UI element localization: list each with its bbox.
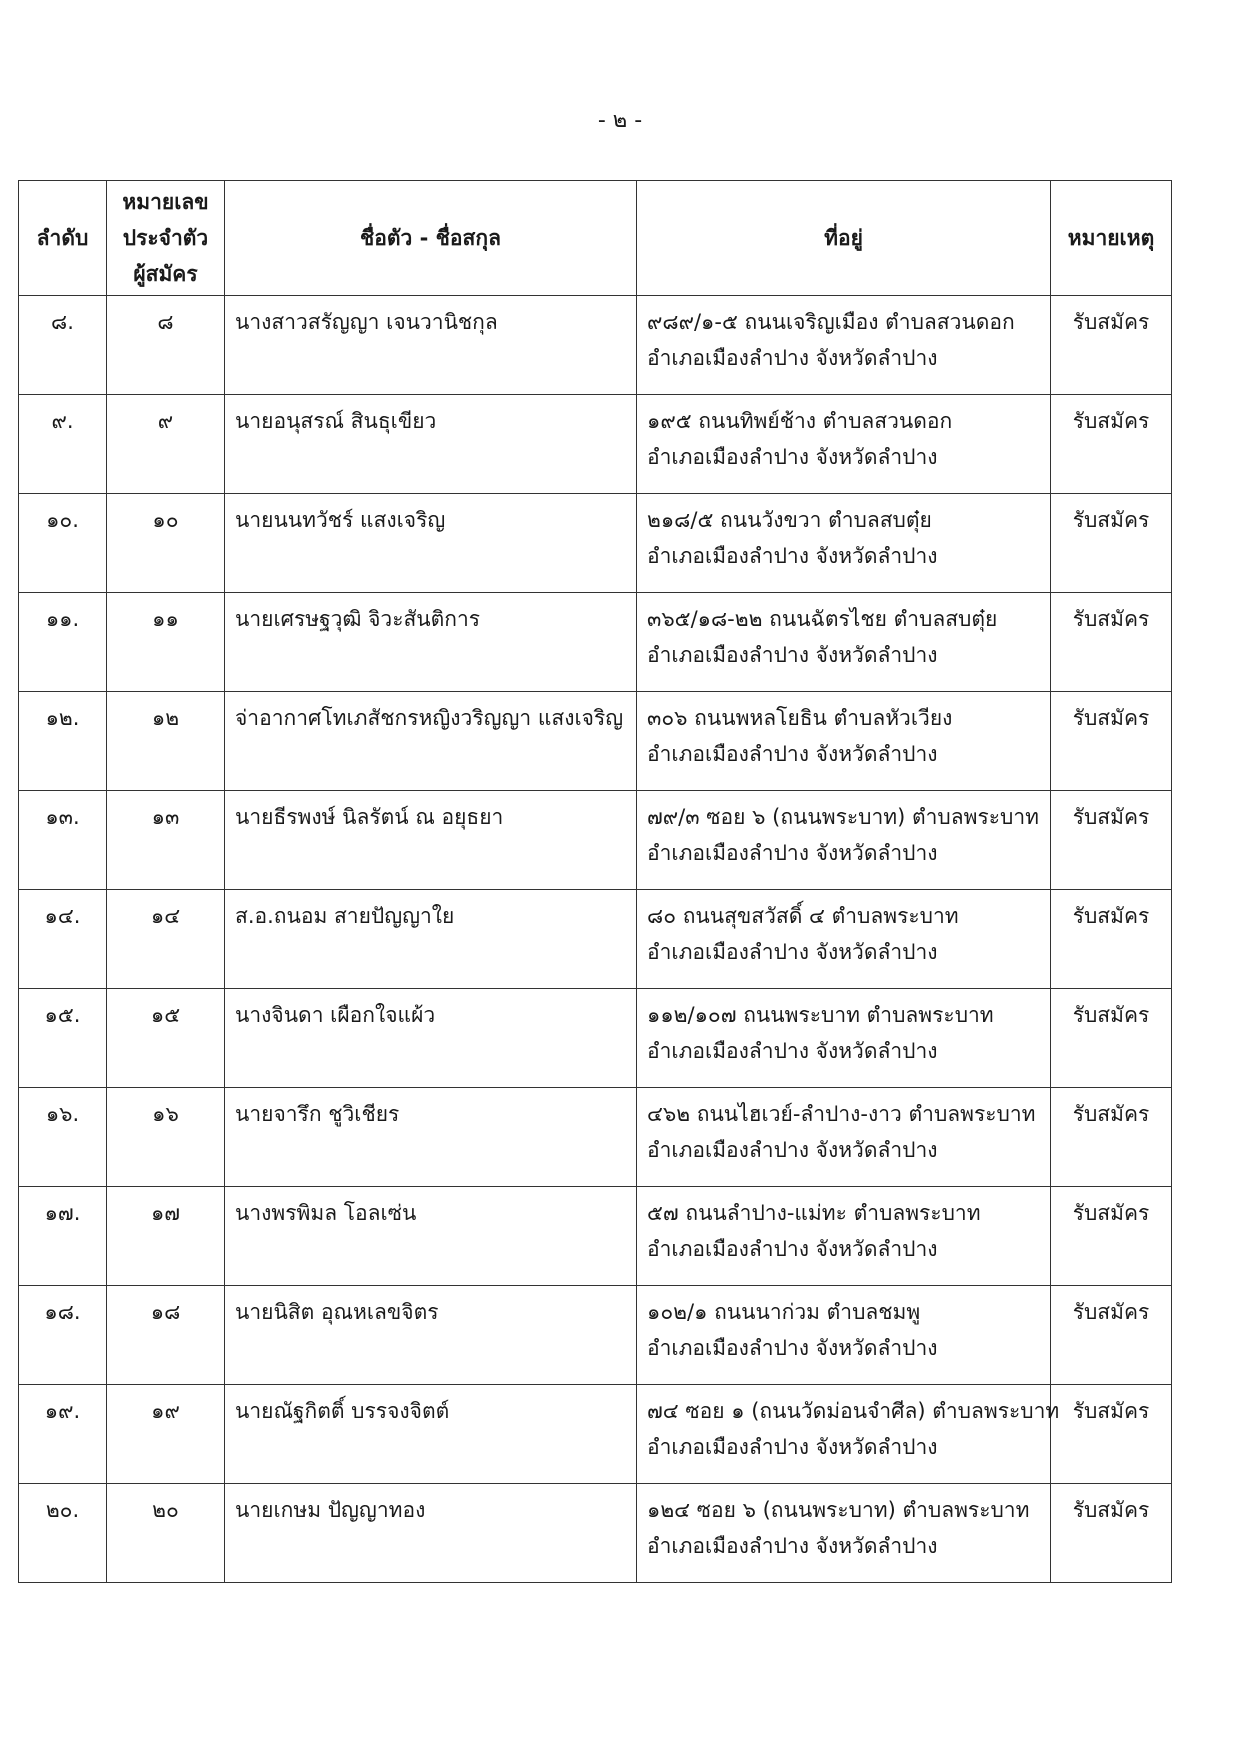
header-name: ชื่อตัว - ชื่อสกุล — [225, 181, 637, 296]
applicant-name: นายเศรษฐวุฒิ จิวะสันติการ — [225, 593, 637, 692]
applicant-id: ๑๐ — [107, 494, 225, 593]
row-number: ๑๕. — [19, 989, 107, 1088]
header-id-line1: หมายเลข — [122, 190, 209, 214]
row-number: ๑๗. — [19, 1187, 107, 1286]
header-applicant-id — [107, 181, 225, 296]
applicant-id: ๑๗ — [107, 1187, 225, 1286]
address-line-2: อำเภอเมืองลำปาง จังหวัดลำปาง — [647, 1534, 938, 1558]
address-line-2: อำเภอเมืองลำปาง จังหวัดลำปาง — [647, 1336, 938, 1360]
row-number: ๑๖. — [19, 1088, 107, 1187]
address-line-1: ๗๙/๓ ซอย ๖ (ถนนพระบาท) ตำบลพระบาท — [647, 805, 1039, 829]
table-row — [19, 1385, 1172, 1484]
applicant-address — [637, 1286, 1051, 1385]
address-line-1: ๙๘๙/๑-๕ ถนนเจริญเมือง ตำบลสวนดอก — [647, 310, 1015, 334]
address-line-2: อำเภอเมืองลำปาง จังหวัดลำปาง — [647, 544, 938, 568]
applicant-address — [637, 296, 1051, 395]
table-row — [19, 395, 1172, 494]
applicant-id: ๑๖ — [107, 1088, 225, 1187]
applicant-address — [637, 1088, 1051, 1187]
applicant-id: ๑๙ — [107, 1385, 225, 1484]
applicant-name: นางสาวสรัญญา เจนวานิชกุล — [225, 296, 637, 395]
applicant-table — [18, 180, 1172, 1583]
status-note: รับสมัคร — [1051, 296, 1172, 395]
address-line-1: ๓๐๖ ถนนพหลโยธิน ตำบลหัวเวียง — [647, 706, 953, 730]
applicant-name: นายจารึก ชูวิเชียร — [225, 1088, 637, 1187]
status-note: รับสมัคร — [1051, 890, 1172, 989]
status-note: รับสมัคร — [1051, 989, 1172, 1088]
status-note: รับสมัคร — [1051, 1385, 1172, 1484]
applicant-address — [637, 1385, 1060, 1484]
applicant-address — [637, 1187, 1051, 1286]
table-row — [19, 791, 1172, 890]
address-line-2: อำเภอเมืองลำปาง จังหวัดลำปาง — [647, 445, 938, 469]
address-line-1: ๔๖๒ ถนนไฮเวย์-ลำปาง-งาว ตำบลพระบาท — [647, 1102, 1036, 1126]
table-row — [19, 1286, 1172, 1385]
address-line-1: ๕๗ ถนนลำปาง-แม่ทะ ตำบลพระบาท — [647, 1201, 981, 1225]
address-line-2: อำเภอเมืองลำปาง จังหวัดลำปาง — [647, 742, 938, 766]
status-note: รับสมัคร — [1051, 1286, 1172, 1385]
applicant-name: นางพรพิมล โอลเซ่น — [225, 1187, 637, 1286]
applicant-address — [637, 791, 1051, 890]
applicant-name: นายอนุสรณ์ สินธุเขียว — [225, 395, 637, 494]
applicant-id: ๒๐ — [107, 1484, 225, 1583]
table-row — [19, 1484, 1172, 1583]
address-line-2: อำเภอเมืองลำปาง จังหวัดลำปาง — [647, 1237, 938, 1261]
applicant-id: ๘ — [107, 296, 225, 395]
status-note: รับสมัคร — [1051, 395, 1172, 494]
status-note: รับสมัคร — [1051, 1484, 1172, 1583]
table-row — [19, 890, 1172, 989]
row-number: ๑๙. — [19, 1385, 107, 1484]
applicant-address — [637, 989, 1051, 1088]
applicant-name: นายนิสิต อุณหเลขจิตร — [225, 1286, 637, 1385]
applicant-name: นางจินดา เผือกใจแผ้ว — [225, 989, 637, 1088]
table-body — [19, 296, 1172, 1583]
address-line-2: อำเภอเมืองลำปาง จังหวัดลำปาง — [647, 1138, 938, 1162]
row-number: ๒๐. — [19, 1484, 107, 1583]
row-number: ๑๔. — [19, 890, 107, 989]
status-note: รับสมัคร — [1051, 1088, 1172, 1187]
status-note: รับสมัคร — [1051, 692, 1172, 791]
applicant-address — [637, 395, 1051, 494]
applicant-id: ๑๒ — [107, 692, 225, 791]
applicant-name: นายเกษม ปัญญาทอง — [225, 1484, 637, 1583]
address-line-2: อำเภอเมืองลำปาง จังหวัดลำปาง — [647, 643, 938, 667]
row-number: ๘. — [19, 296, 107, 395]
table-row — [19, 1088, 1172, 1187]
applicant-id: ๑๑ — [107, 593, 225, 692]
header-no: ลำดับ — [19, 181, 107, 296]
status-note: รับสมัคร — [1051, 494, 1172, 593]
applicant-id: ๙ — [107, 395, 225, 494]
applicant-name: นายธีรพงษ์ นิลรัตน์ ณ อยุธยา — [225, 791, 637, 890]
applicant-address — [637, 494, 1051, 593]
status-note: รับสมัคร — [1051, 593, 1172, 692]
address-line-1: ๑๒๔ ซอย ๖ (ถนนพระบาท) ตำบลพระบาท — [647, 1498, 1030, 1522]
address-line-2: อำเภอเมืองลำปาง จังหวัดลำปาง — [647, 346, 938, 370]
table-row — [19, 296, 1172, 395]
applicant-address — [637, 692, 1051, 791]
header-note: หมายเหตุ — [1051, 181, 1172, 296]
table-row — [19, 494, 1172, 593]
address-line-2: อำเภอเมืองลำปาง จังหวัดลำปาง — [647, 1435, 938, 1459]
applicant-id: ๑๘ — [107, 1286, 225, 1385]
applicant-address — [637, 1484, 1051, 1583]
address-line-2: อำเภอเมืองลำปาง จังหวัดลำปาง — [647, 841, 938, 865]
row-number: ๑๑. — [19, 593, 107, 692]
header-address: ที่อยู่ — [637, 181, 1051, 296]
address-line-2: อำเภอเมืองลำปาง จังหวัดลำปาง — [647, 940, 938, 964]
applicant-address — [637, 890, 1051, 989]
row-number: ๙. — [19, 395, 107, 494]
header-id-line2: ประจำตัว — [122, 226, 209, 250]
row-number: ๑๒. — [19, 692, 107, 791]
applicant-name: ส.อ.ถนอม สายปัญญาใย — [225, 890, 637, 989]
applicant-id: ๑๓ — [107, 791, 225, 890]
page-number: - ๒ - — [597, 108, 643, 133]
status-note: รับสมัคร — [1051, 1187, 1172, 1286]
applicant-address — [637, 593, 1051, 692]
applicant-name: นายณัฐกิตติ์ บรรจงจิตต์ — [225, 1385, 637, 1484]
address-line-1: ๑๙๕ ถนนทิพย์ช้าง ตำบลสวนดอก — [647, 409, 953, 433]
status-note: รับสมัคร — [1051, 791, 1172, 890]
applicant-name: จ่าอากาศโทเภสัชกรหญิงวริญญา แสงเจริญ — [225, 692, 637, 791]
table-header-row — [19, 181, 1172, 296]
address-line-1: ๓๖๕/๑๘-๒๒ ถนนฉัตรไชย ตำบลสบตุ๋ย — [647, 607, 998, 631]
row-number: ๑๐. — [19, 494, 107, 593]
row-number: ๑๓. — [19, 791, 107, 890]
header-id-line3: ผู้สมัคร — [133, 262, 198, 286]
table-row — [19, 989, 1172, 1088]
table-row — [19, 692, 1172, 791]
applicant-name: นายนนทวัชร์ แสงเจริญ — [225, 494, 637, 593]
address-line-1: ๑๑๒/๑๐๗ ถนนพระบาท ตำบลพระบาท — [647, 1003, 994, 1027]
address-line-2: อำเภอเมืองลำปาง จังหวัดลำปาง — [647, 1039, 938, 1063]
address-line-1: ๑๐๒/๑ ถนนนาก่วม ตำบลชมพู — [647, 1300, 921, 1324]
applicant-id: ๑๕ — [107, 989, 225, 1088]
row-number: ๑๘. — [19, 1286, 107, 1385]
address-line-1: ๗๔ ซอย ๑ (ถนนวัดม่อนจำศีล) ตำบลพระบาท — [647, 1399, 1060, 1423]
address-line-1: ๒๑๘/๕ ถนนวังขวา ตำบลสบตุ๋ย — [647, 508, 932, 532]
applicant-id: ๑๔ — [107, 890, 225, 989]
table-row — [19, 1187, 1172, 1286]
table-row — [19, 593, 1172, 692]
address-line-1: ๘๐ ถนนสุขสวัสดิ์ ๔ ตำบลพระบาท — [647, 904, 959, 928]
